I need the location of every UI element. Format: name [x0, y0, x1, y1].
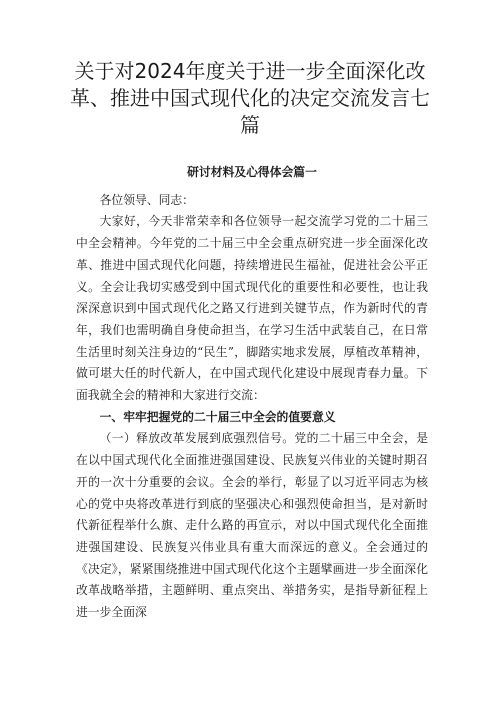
document-body [76, 162, 428, 624]
section-paragraph: （一）释放改革发展到底强烈信号。党的二十届三中全会，是在以中国式现代化全面推进强国建设、民族复兴伟业的关键时期召开的一次十分重要的会议。全会的举行，彰显了以习近平同志为核心的党中央将改革进行到底的坚强决心和强烈使命担当，是对新时代新征程举什么旗、走什么路的再宣示，对以中国式现代化全面推进强国建设、民族复兴伟业具有重大而深远的意义。全会通过的《决定》，紧紧围绕推进中国式现代化这个主题擘画进一步全面深化改革战略举措，主题鲜明、重点突出、举措务实，是指导新征程上进一步全面深 [76, 431, 428, 620]
section-heading: 一、牢牢把握党的二十届三中全会的值要意义 [99, 409, 336, 424]
document-title: 关于对2024年度关于进一步全面深化改革、推进中国式现代化的决定交流发言七篇 [70, 59, 430, 137]
document-subtitle: 研讨材料及心得体会篇一 [187, 165, 317, 179]
salutation: 各位领导、同志： [99, 192, 194, 207]
body-paragraph: 大家好，今天非常荣幸和各位领导一起交流学习党的二十届三中全会精神。今年党的二十届三中全会重点研究进一步全面深化改革、推进中国式现代化问题，持续增进民生福祉，促进社会公平正义。全会让我切实感受到中国式现代化的重要性和必要性，也让我深深意识到中国式现代化之路又行进到关键节点，作为新时代的青年，我们也需明确自身使命担当，在学习生活中武装自己，在日常生活里时刻关注身边的“民生”，脚踏实地求发展，厚植改革精神，做可堪大任的时代新人，在中国式现代化建设中展现青春力量。下面我就全会的精神和大家进行交流： [76, 214, 428, 403]
